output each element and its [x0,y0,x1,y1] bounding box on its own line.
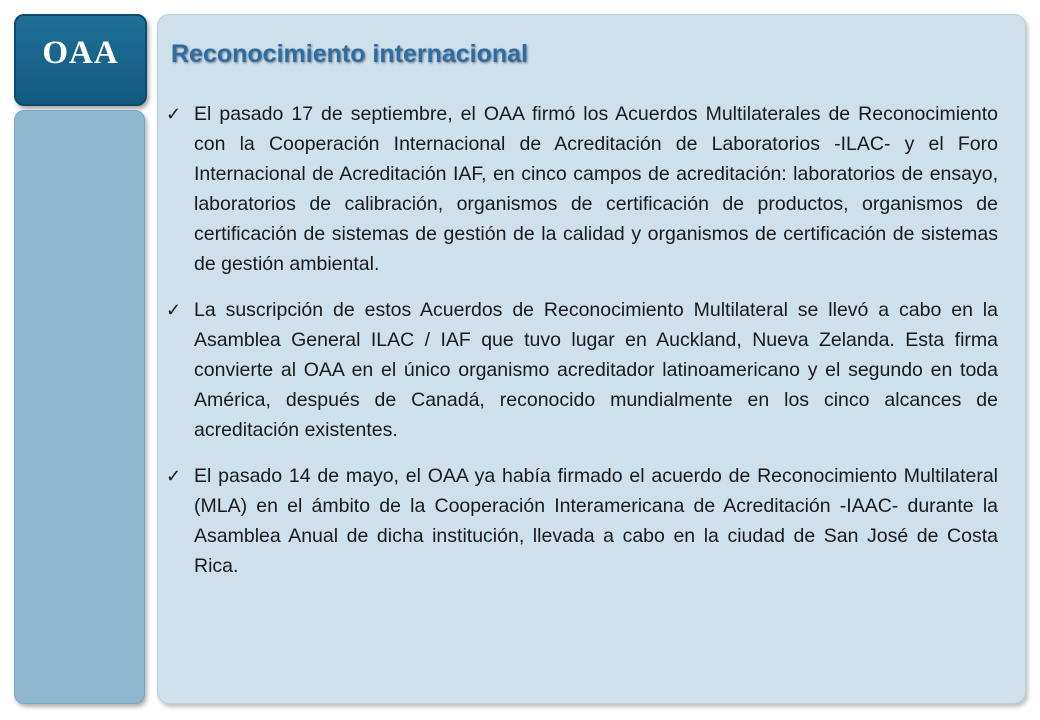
bullet-text: La suscripción de estos Acuerdos de Reconocimiento Multilateral se llevó a cabo en la Asamblea General ILAC / IAF que tuvo lugar en Auckland, Nueva Zelanda. Esta firma convierte al OAA en el único organismo acreditador latinoamericano y el segundo en toda América, después de Canadá, reconocido mundialmente en los cinco alcances de acreditación existentes. [194,299,998,441]
check-icon: ✓ [166,300,182,320]
bullet-list [164,99,998,597]
logo-box [14,14,147,106]
sidebar-panel [14,110,145,704]
bullet-item [164,295,998,445]
bullet-item [164,99,998,279]
check-icon: ✓ [166,466,182,486]
slide-title: Reconocimiento internacional [171,40,529,68]
bullet-item [164,461,998,581]
bullet-text: El pasado 14 de mayo, el OAA ya había firmado el acuerdo de Reconocimiento Multilateral (MLA) en el ámbito de la Cooperación Interamericana de Acreditación -IAAC- durante la Asamblea Anual de dicha institución, llevada a cabo en la ciudad de San José de Costa Rica. [194,465,998,577]
logo-text: OAA [42,34,119,71]
bullet-text: El pasado 17 de septiembre, el OAA firmó los Acuerdos Multilaterales de Reconocimiento con la Cooperación Internacional de Acreditación de Laboratorios -ILAC- y el Foro Internacional de Acreditación IAF, en cinco campos de acreditación: laboratorios de ensayo, laboratorios de calibración, organismos de certificación de productos, organismos de certificación de sistemas de gestión de la calidad y organismos de certificación de sistemas de gestión ambiental. [194,103,998,275]
check-icon: ✓ [166,104,182,124]
